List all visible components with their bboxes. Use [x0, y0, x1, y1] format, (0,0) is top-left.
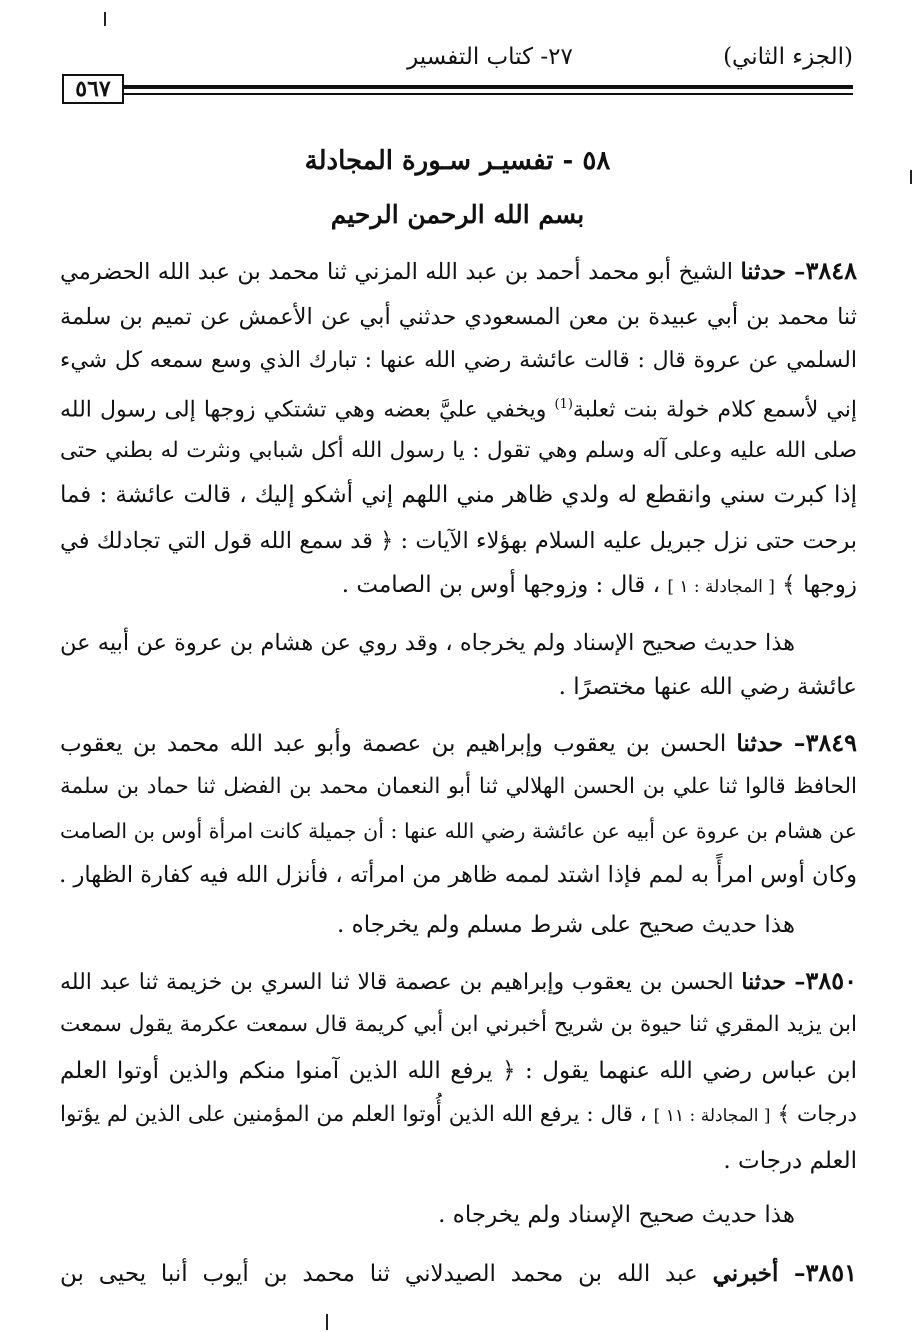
hadith-text: إني لأسمع كلام خولة بنت ثعلبة [572, 397, 858, 423]
hadith-comment: هذا حديث صحيح الإسناد ولم يخرجاه . [438, 1202, 795, 1228]
hadith-number: ٣٨٥٠ [805, 966, 857, 995]
hadith-3850-line-3 [60, 1050, 857, 1092]
hadith-text: عن هشام بن عروة عن أبيه عن عائشة رضي الله عنها : أن جميلة كانت امرأة أوس بن الصامت [60, 819, 857, 843]
hadith-text: الحسن بن يعقوب وإبراهيم بن عصمة وأبو عبد الله محمد بن يعقوب [60, 731, 727, 757]
basmala: بسم الله الرحمن الرحيم [330, 200, 585, 229]
hadith-number: ٣٨٤٨ [805, 256, 857, 285]
hadith-lead: – أخبرني [712, 1260, 806, 1287]
hadith-3848-comment-2 [60, 666, 857, 708]
hadith-3849-comment [60, 904, 795, 946]
header-part: (الجزء الثاني) [723, 44, 853, 70]
scan-mark [104, 12, 106, 26]
hadith-3849-line-1 [60, 722, 857, 764]
hadith-3849-line-3 [60, 810, 857, 852]
hadith-text: إذا كبرت سني وانقطع له ولدي ظاهر مني اللهم إني أشكو إليك ، قالت عائشة : فما [60, 482, 857, 508]
hadith-comment: هذا حديث صحيح الإسناد ولم يخرجاه ، وقد روي عن هشام بن عروة عن أبيه عن [60, 630, 795, 656]
hadith-3848-line-4 [60, 384, 857, 426]
hadith-text: ابن عباس رضي الله عنهما يقول : ﴿ يرفع الله الذين آمنوا منكم والذين أوتوا العلم [60, 1058, 857, 1084]
hadith-text: برحت حتى نزل جبريل عليه السلام بهؤلاء الآيات : ﴿ قد سمع الله قول التي تجادلك في [60, 528, 857, 554]
scan-mark [910, 170, 912, 184]
hadith-3848-line-6 [60, 474, 857, 516]
header-rule [124, 85, 853, 89]
hadith-3850-line-4 [60, 1094, 857, 1136]
hadith-text: السلمي عن عروة قال : قالت عائشة رضي الله عنها : تبارك الذي وسع سمعه كل شيء [60, 348, 857, 373]
hadith-3850-line-5 [60, 1140, 857, 1182]
hadith-3849-line-2 [60, 766, 857, 808]
hadith-text: ، قال : وزوجها أوس بن الصامت . [341, 572, 661, 598]
hadith-text: ثنا محمد بن أبي عبيدة بن معن المسعودي حدثني أبي عن الأعمش عن تميم بن سلمة [60, 304, 857, 330]
hadith-text: درجات ﴾ [777, 1102, 857, 1127]
hadith-3850-line-2 [60, 1004, 857, 1046]
hadith-comment: عائشة رضي الله عنها مختصرًا . [558, 674, 857, 700]
hadith-text: ويخفي عليَّ بعضه وهي تشتكي زوجها إلى رسول الله [60, 397, 547, 423]
hadith-text: زوجها ﴾ [782, 572, 857, 598]
footnote-marker[interactable]: (1) [554, 397, 573, 412]
hadith-3850-line-1 [60, 960, 857, 1002]
hadith-lead: – حدثنا [740, 259, 806, 285]
hadith-text: صلى الله عليه وعلى آله وسلم وهي تقول : يا رسول الله أكل شبابي ونثرت له بطني حتى [60, 438, 857, 463]
hadith-3848-comment-1 [60, 622, 795, 664]
hadith-text: العلم درجات . [723, 1148, 857, 1174]
sura-title: ٥٨ - تفسيـر سـورة المجادلة [304, 146, 611, 176]
quran-reference: [ المجادلة : ١ ] [667, 577, 775, 597]
hadith-text: الشيخ أبو محمد أحمد بن عبد الله المزني ثنا محمد بن عبد الله الحضرمي [60, 259, 733, 285]
page-number: ٥٦٧ [62, 74, 124, 104]
hadith-3849-line-4 [60, 854, 857, 896]
hadith-text: ، قال : يرفع الله الذين أُوتوا العلم من المؤمنين على الذين لم يؤتوا [60, 1102, 647, 1127]
hadith-text: عبد الله بن محمد الصيدلاني ثنا محمد بن أيوب أنبا يحيى بن [60, 1261, 698, 1287]
hadith-text: ابن يزيد المقري ثنا حيوة بن شريح أخبرني ابن أبي كريمة قال سمعت عكرمة يقول سمعت [60, 1012, 857, 1037]
hadith-3850-comment [60, 1194, 795, 1236]
header-rule-thin [124, 93, 853, 95]
header-book-title: ٢٧- كتاب التفسير [407, 44, 573, 70]
hadith-3848-line-1 [60, 250, 857, 292]
hadith-3848-line-3 [60, 340, 857, 382]
hadith-3848-line-5 [60, 430, 857, 472]
hadith-text: الحسن بن يعقوب وإبراهيم بن عصمة قالا ثنا السري بن خزيمة ثنا عبد الله [60, 970, 734, 995]
hadith-text: الحافظ قالوا ثنا علي بن الحسن الهلالي ثنا أبو النعمان محمد بن الفضل ثنا حماد بن سلمة [60, 774, 857, 799]
hadith-3851-line-1 [60, 1252, 857, 1294]
hadith-lead: – حدثنا [736, 730, 806, 757]
hadith-number: ٣٨٤٩ [805, 728, 857, 757]
hadith-text: وكان أوس امرأً به لمم فإذا اشتد لممه ظاهر من امرأته ، فأنزل الله فيه كفارة الظهار . [59, 862, 857, 888]
hadith-comment: هذا حديث صحيح على شرط مسلم ولم يخرجاه . [337, 912, 795, 938]
hadith-3848-line-7 [60, 520, 857, 562]
hadith-number: ٣٨٥١ [805, 1258, 858, 1287]
scan-mark [326, 1314, 328, 1330]
quran-reference: [ المجادلة : ١١ ] [653, 1106, 771, 1126]
hadith-lead: – حدثنا [741, 969, 806, 995]
hadith-3848-line-8 [60, 564, 857, 606]
hadith-3848-line-2 [60, 296, 857, 338]
